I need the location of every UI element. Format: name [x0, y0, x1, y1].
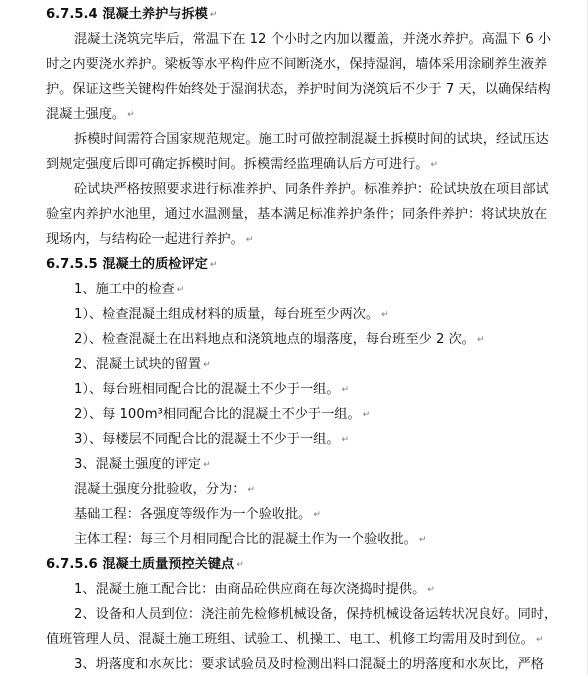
paragraph-mark-icon: ↵	[418, 535, 427, 545]
text-line: 混凝土强度。 ↵	[0, 102, 588, 127]
paragraph-mark-icon: ↵	[427, 585, 435, 595]
paragraph-mark-icon: ↵	[203, 360, 211, 370]
list-item: 1、混凝土施工配合比：由商品砼供应商在每次浇捣时提供。 ↵	[0, 577, 588, 602]
list-item: 1、施工中的检查 ↵	[0, 277, 588, 302]
paragraph-mark-icon: ↵	[247, 485, 255, 495]
section-heading-6-7-5-5: 6.7.5.5 混凝土的质检评定 ↵	[0, 252, 588, 277]
text-line: 护。保证这些关键构件始终处于湿润状态，养护时间为浇筑后不少于 7 天，以确保结构	[46, 82, 551, 97]
list-item: 3、坍落度和水灰比：要求试验员及时检测出料口混凝土的坍落度和水灰比，严格	[74, 657, 544, 672]
text-line: 拆模时间需符合国家规范规定。施工时可做控制混凝土拆模时间的试块，经试压达	[74, 132, 549, 147]
paragraph-mark-icon: ↵	[236, 560, 244, 570]
paragraph-mark-icon: ↵	[381, 310, 389, 320]
paragraph-mark-icon: ↵	[176, 285, 185, 295]
text-line: 砼试块严格按照要求进行标准养护、同条件养护。标准养护：砼试块放在项目部试	[74, 182, 549, 197]
paragraph-mark-icon: ↵	[477, 335, 485, 345]
paragraph-mark-icon: ↵	[209, 260, 218, 270]
list-item: 1）、检查混凝土组成材料的质量，每台班至少两次。 ↵	[0, 302, 588, 327]
list-item: 2）、每 100m³相同配合比的混凝土不少于一组。 ↵	[0, 402, 588, 427]
text-line: 主体工程：每三个月相同配合比的混凝土作为一个验收批。 ↵	[0, 527, 588, 552]
list-item: 1）、每台班相同配合比的混凝土不少于一组。 ↵	[0, 377, 588, 402]
section-heading-6-7-5-4: 6.7.5.4 混凝土养护与拆模 ↵	[0, 2, 588, 27]
paragraph-mark-icon: ↵	[430, 160, 438, 170]
paragraph-mark-icon: ↵	[341, 385, 350, 395]
paragraph-mark-icon: ↵	[203, 460, 211, 470]
section-heading-6-7-5-6: 6.7.5.6 混凝土质量预控关键点 ↵	[0, 552, 588, 577]
paragraph-mark-icon: ↵	[362, 410, 371, 420]
text-line: 时之内要浇水养护。梁板等水平构件应不间断浇水，保持湿润，墙体采用涂刷养生液养	[46, 57, 548, 72]
text-line: 到规定强度后即可确定拆模时间。拆模需经监理确认后方可进行。 ↵	[0, 152, 588, 177]
text-line: 混凝土强度分批验收，分为： ↵	[0, 477, 588, 502]
list-item: 3、混凝土强度的评定 ↵	[0, 452, 588, 477]
text-line: 值班管理人员、混凝土施工班组、试验工、机操工、电工、机修工均需用及时到位。 ↵	[0, 627, 588, 652]
text-line: 混凝土浇筑完毕后，常温下在 12 个小时之内加以覆盖，并浇水养护。高温下 6 小	[74, 32, 552, 47]
paragraph-mark-icon: ↵	[313, 510, 321, 520]
text-line: 基础工程：各强度等级作为一个验收批。 ↵	[0, 502, 588, 527]
paragraph-mark-icon: ↵	[535, 635, 544, 645]
list-item: 2、设备和人员到位：浇注前先检修机械设备，保持机械设备运转状况良好。同时，	[74, 607, 558, 622]
paragraph-mark-icon: ↵	[245, 235, 254, 245]
paragraph-mark-icon: ↵	[127, 110, 135, 120]
text-line: 验室内养护水池里，通过水温测量，基本满足标准养护条件；同条件养护：将试块放在	[46, 207, 548, 222]
paragraph-mark-icon: ↵	[209, 10, 218, 20]
list-item: 2、混凝土试块的留置 ↵	[0, 352, 588, 377]
text-line: 现场内，与结构砼一起进行养护。 ↵	[0, 227, 588, 252]
paragraph-mark-icon: ↵	[341, 435, 350, 445]
list-item: 3）、每楼层不同配合比的混凝土不少于一组。 ↵	[0, 427, 588, 452]
list-item: 2）、检查混凝土在出料地点和浇筑地点的塌落度，每台班至少 2 次。 ↵	[0, 327, 588, 352]
